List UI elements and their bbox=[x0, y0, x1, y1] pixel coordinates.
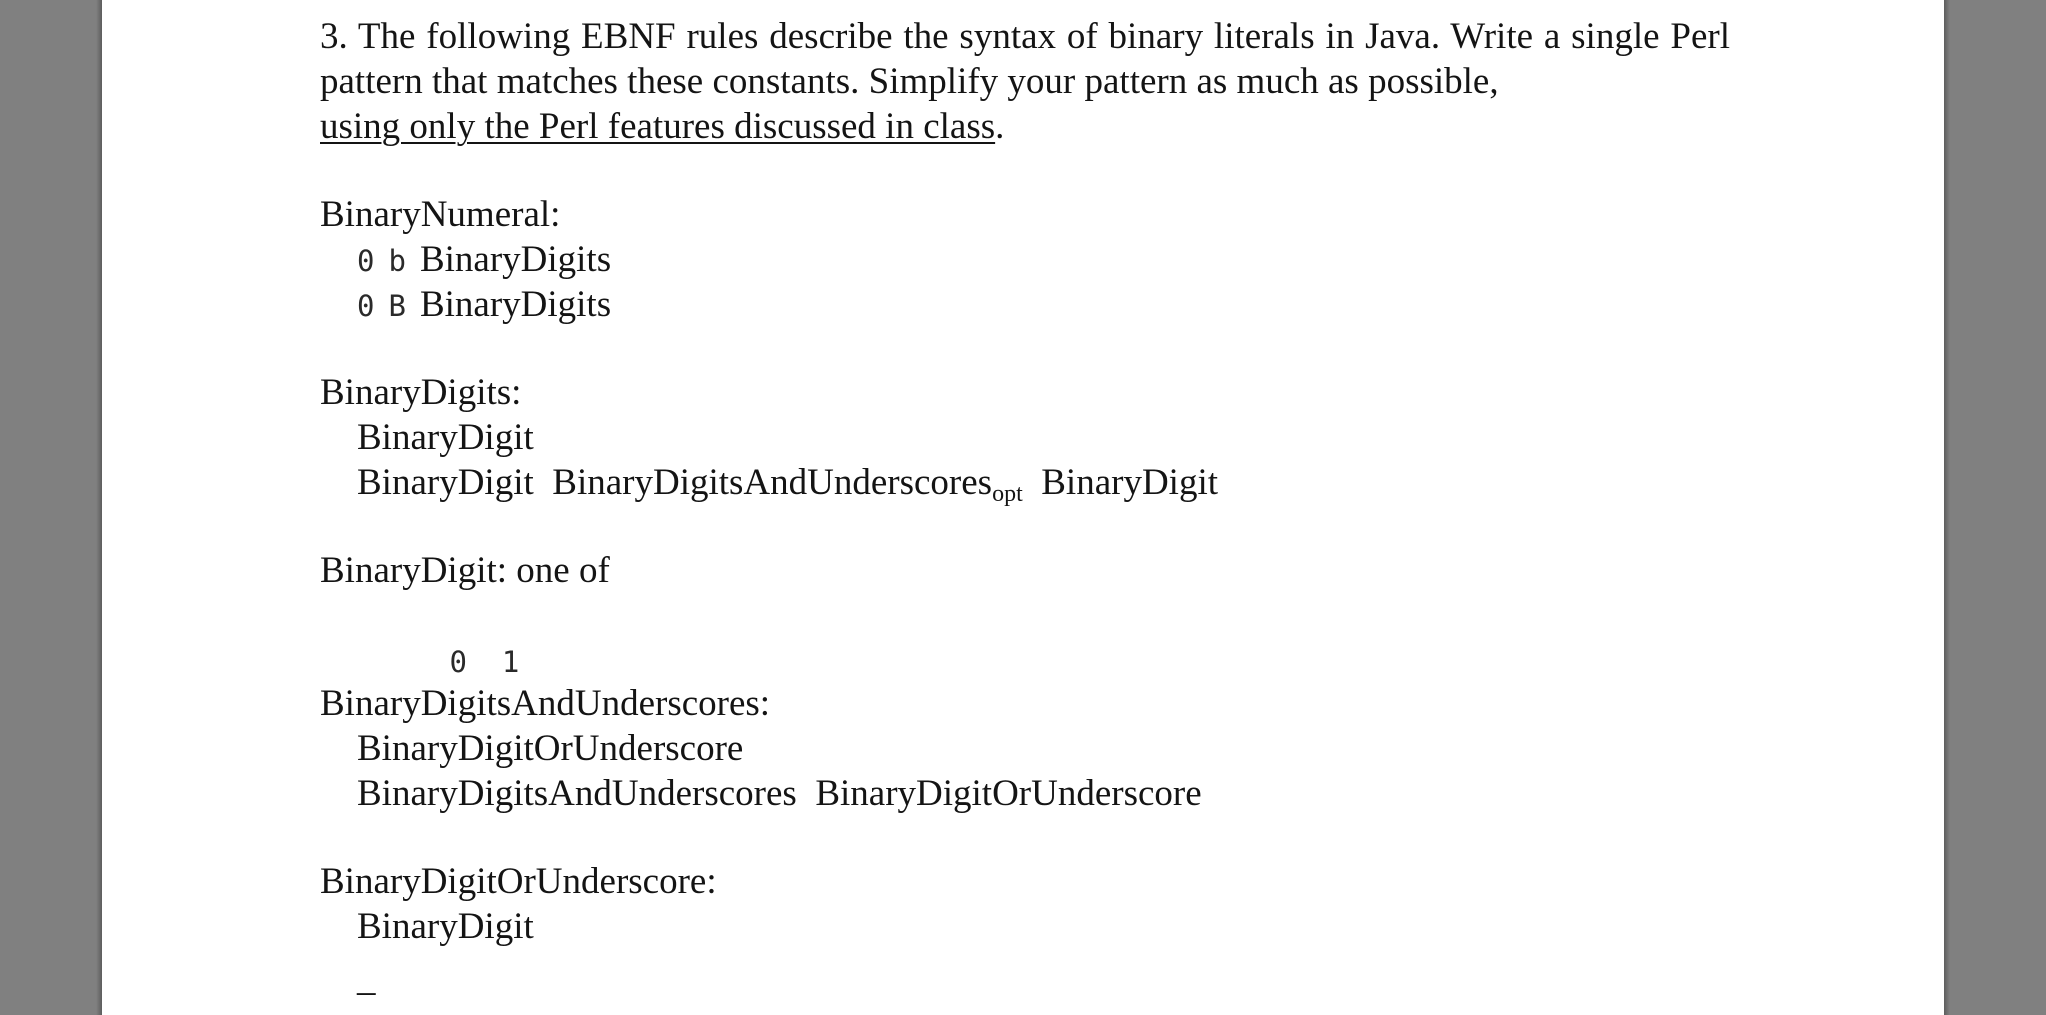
rule-binary-digits bbox=[320, 370, 1830, 505]
rule-alternative bbox=[357, 237, 1830, 282]
nonterminal: BinaryDigit bbox=[357, 417, 534, 458]
rule-head: BinaryDigits: bbox=[320, 372, 522, 413]
question-paragraph bbox=[320, 14, 1730, 149]
terminal-B: B bbox=[388, 289, 406, 323]
rule-alternative bbox=[357, 415, 1830, 460]
rule-binary-digit bbox=[320, 548, 1830, 679]
rule-binary-digits-and-underscores bbox=[320, 681, 1830, 816]
terminal-options: 0 1 bbox=[449, 645, 520, 679]
nonterminal: BinaryDigitsAndUnderscores bbox=[357, 773, 797, 814]
rule-alternative bbox=[357, 949, 1830, 999]
nonterminal: BinaryDigit bbox=[1041, 462, 1219, 503]
nonterminal: BinaryDigitOrUnderscore bbox=[815, 773, 1202, 814]
nonterminal: BinaryDigits bbox=[419, 284, 612, 325]
rule-alternative bbox=[357, 460, 1830, 505]
nonterminal: BinaryDigitsAndUnderscores bbox=[552, 462, 993, 503]
page-content bbox=[320, 14, 1830, 999]
rule-alternative bbox=[357, 593, 1830, 679]
terminal-zero: 0 bbox=[357, 289, 375, 323]
terminal-underscore: _ bbox=[357, 958, 376, 999]
rule-head: BinaryDigit: one of bbox=[320, 550, 610, 591]
rule-binary-numeral bbox=[320, 192, 1830, 327]
terminal-zero: 0 bbox=[357, 244, 375, 278]
nonterminal: BinaryDigit bbox=[357, 906, 534, 947]
nonterminal: BinaryDigitOrUnderscore bbox=[357, 728, 744, 769]
rule-head: BinaryNumeral: bbox=[320, 194, 561, 235]
question-underlined-text: using only the Perl features discussed in class bbox=[320, 106, 996, 147]
rule-head: BinaryDigitsAndUnderscores: bbox=[320, 683, 771, 724]
rule-alternative bbox=[357, 282, 1830, 327]
rule-binary-digit-or-underscore bbox=[320, 859, 1830, 999]
document-page[interactable] bbox=[102, 0, 1944, 1015]
question-line-1: 3. The following EBNF rules describe the syntax of binary literals in Java. Write a single bbox=[320, 16, 1660, 57]
rule-head: BinaryDigitOrUnderscore: bbox=[320, 861, 717, 902]
rule-alternative bbox=[357, 726, 1830, 771]
nonterminal: BinaryDigits bbox=[419, 239, 612, 280]
question-end-punct: . bbox=[995, 106, 1005, 147]
terminal-b: b bbox=[388, 244, 406, 278]
page-shadow-right bbox=[1944, 0, 1950, 1015]
nonterminal: BinaryDigit bbox=[357, 462, 534, 503]
rule-alternative bbox=[357, 771, 1830, 816]
question-line-2: Perl pattern that matches these constants. Simplify your pattern as much as possible, bbox=[320, 16, 1730, 102]
optional-subscript: opt bbox=[992, 481, 1023, 507]
rule-alternative bbox=[357, 904, 1830, 949]
